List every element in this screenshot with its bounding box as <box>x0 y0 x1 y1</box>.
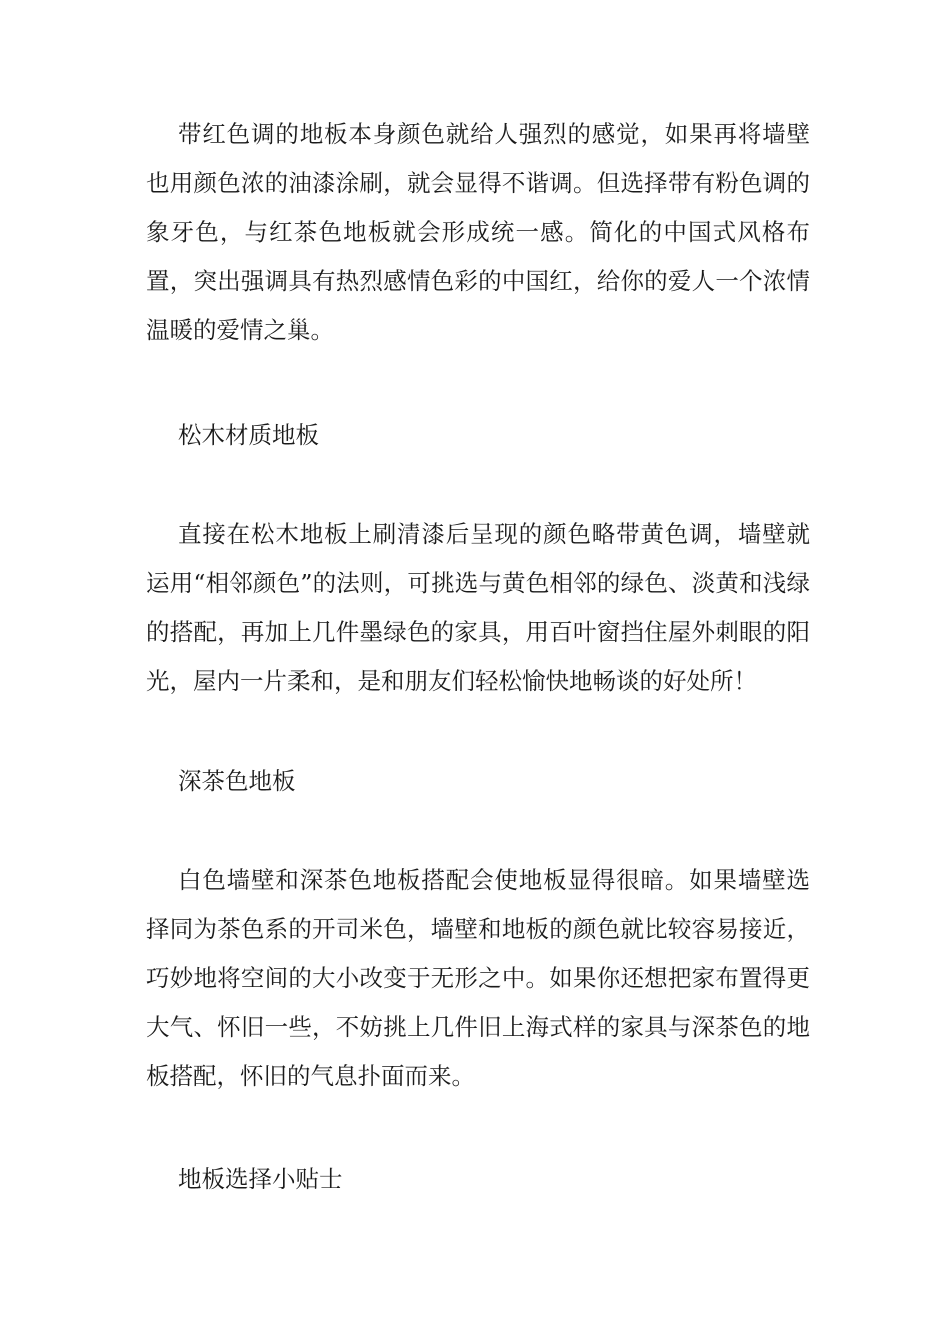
paragraph-pine-floor: 直接在松木地板上刷清漆后呈现的颜色略带黄色调，墙壁就运用“相邻颜色”的法则，可挑选与黄色相邻的绿色、淡黄和浅绿的搭配，再加上几件墨绿色的家具，用百叶窗挡住屋外刺眼的阳光，屋内一片柔和，是和朋友们轻松愉快地畅谈的好处所！ <box>146 520 810 695</box>
heading-dark-tea-floor: 深茶色地板 <box>178 767 296 795</box>
paragraph-dark-tea-floor: 白色墙壁和深茶色地板搭配会使地板显得很暗。如果墙壁选择同为茶色系的开司米色，墙壁和地板的颜色就比较容易接近，巧妙地将空间的大小改变于无形之中。如果你还想把家布置得更大气、怀旧一些，不妨挑上几件旧上海式样的家具与深茶色的地板搭配，怀旧的气息扑面而来。 <box>146 866 810 1090</box>
heading-floor-tips: 地板选择小贴士 <box>178 1165 343 1193</box>
paragraph-red-floor: 带红色调的地板本身颜色就给人强烈的感觉，如果再将墙壁也用颜色浓的油漆涂刷，就会显得不谐调。但选择带有粉色调的象牙色，与红茶色地板就会形成统一感。简化的中国式风格布置，突出强调具有热烈感情色彩的中国红，给你的爱人一个浓情温暖的爱情之巢。 <box>146 120 810 344</box>
heading-pine-floor: 松木材质地板 <box>178 421 319 449</box>
